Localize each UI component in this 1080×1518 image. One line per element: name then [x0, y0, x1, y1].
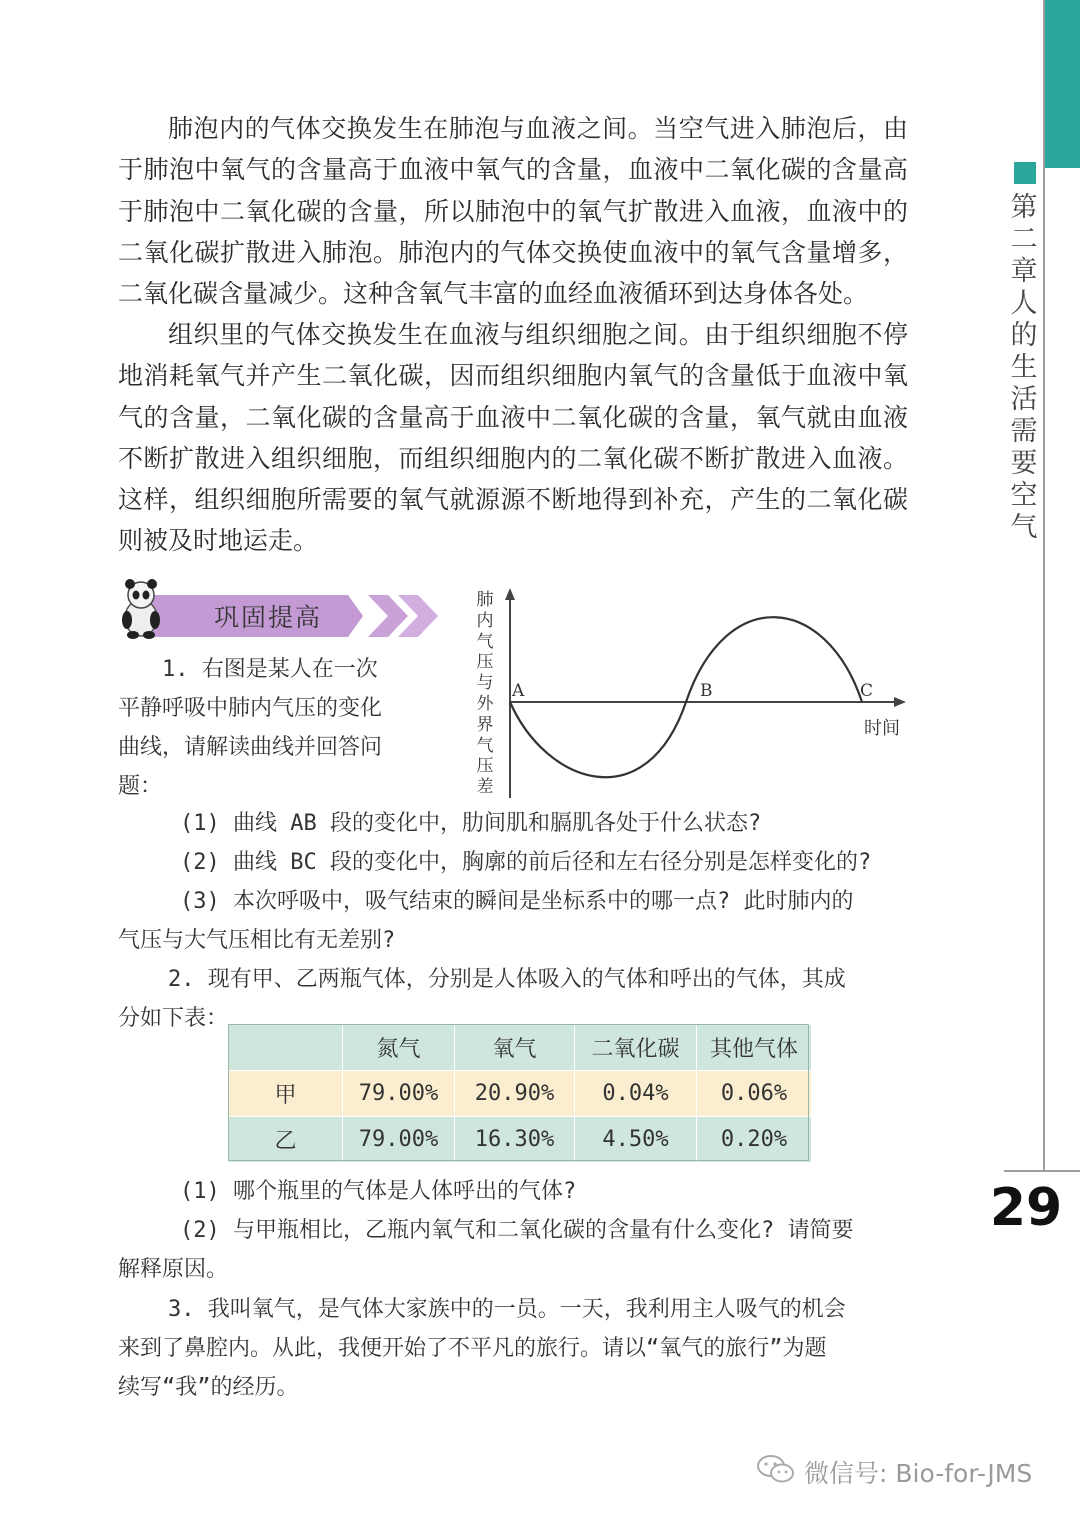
point-a-label: A	[512, 681, 525, 701]
question-1-line: 平静呼吸中肺内气压的变化	[118, 696, 383, 721]
wechat-icon	[756, 1452, 796, 1486]
question-1-sub-3-cont: 气压与大气压相比有无差别?	[118, 928, 396, 953]
paragraph-alveolar-exchange: 肺泡内的气体交换发生在肺泡与血液之间。当空气进入肺泡后，由于肺泡中氧气的含量高于血液中氧气的含量，血液中二氧化碳的含量高于肺泡中二氧化碳的含量，所以肺泡中的氧气扩散进入血液，血液中的二氧化碳扩散进入肺泡。肺泡内的气体交换使血液中的氧气含量增多，二氧化碳含量减少。这种含氧气丰富的血经血液循环到达身体各处。	[118, 114, 908, 309]
section-banner	[118, 578, 443, 644]
question-1-subquestions	[118, 804, 906, 960]
table-cell: 79.00%	[343, 1117, 455, 1163]
page-number: 29	[989, 1178, 1063, 1238]
question-3-line: 续写“我”的经历。	[118, 1375, 299, 1400]
question-2-sub-2: (2) 与甲瓶相比，乙瓶内氧气和二氧化碳的含量有什么变化? 请简要	[180, 1218, 854, 1243]
question-2-line: 分如下表：	[118, 1006, 229, 1031]
question-1-intro	[118, 650, 418, 806]
question-2-subquestions	[118, 1172, 906, 1289]
table-cell: 20.90%	[455, 1071, 575, 1117]
x-axis-arrow	[894, 697, 906, 707]
question-3-line: 3. 我叫氧气，是气体大家族中的一员。一天，我利用主人吸气的机会	[168, 1297, 846, 1322]
paragraph-tissue-exchange: 组织里的气体交换发生在血液与组织细胞之间。由于组织细胞不停地消耗氧气并产生二氧化碳，因而组织细胞内氧气的含量低于血液中氧气的含量，二氧化碳的含量高于血液中二氧化碳的含量，氧气就由血液不断扩散进入组织细胞，而组织细胞内的二氧化碳不断扩散进入血液。这样，组织细胞所需要的氧气就源源不断地得到补充，产生的二氧化碳则被及时地运走。	[118, 320, 908, 556]
watermark-text: 微信号: Bio-for-JMS	[804, 1459, 1033, 1488]
gas-composition-table	[228, 1024, 812, 1163]
graph-y-axis-label: 肺内气压与外界气压差	[476, 590, 494, 798]
question-2-sub-1: (1) 哪个瓶里的气体是人体呼出的气体?	[180, 1179, 577, 1204]
chapter-marker	[1014, 162, 1036, 184]
point-c-label: C	[860, 681, 874, 701]
question-1-sub-1: (1) 曲线 AB 段的变化中，肋间肌和膈肌各处于什么状态?	[180, 811, 762, 836]
table-header-cell	[229, 1025, 343, 1071]
chapter-title: 第二章人的生活需要空气	[1010, 192, 1038, 543]
question-1-line: 1. 右图是某人在一次	[162, 657, 378, 682]
question-1-line: 曲线，请解读曲线并回答问	[118, 735, 383, 760]
table-row	[229, 1071, 812, 1117]
table-cell: 0.04%	[575, 1071, 697, 1117]
table-cell: 0.06%	[697, 1071, 812, 1117]
chapter-tab	[1044, 0, 1080, 168]
question-1-line: 题：	[118, 774, 163, 799]
table-header-cell: 氮气	[343, 1025, 455, 1071]
table-header-row	[229, 1025, 812, 1071]
question-3-line: 来到了鼻腔内。从此，我便开始了不平凡的旅行。请以“氧气的旅行”为题	[118, 1336, 827, 1361]
pressure-curve-graph	[466, 584, 916, 806]
table-header-cell: 氧气	[455, 1025, 575, 1071]
table-cell: 4.50%	[575, 1117, 697, 1163]
panda-mascot-icon	[118, 578, 164, 640]
margin-rule	[1043, 0, 1045, 1170]
table-cell: 0.20%	[697, 1117, 812, 1163]
point-b-label: B	[700, 681, 713, 701]
question-3	[118, 1290, 906, 1407]
y-axis-arrow	[505, 588, 515, 600]
section-title: 巩固提高	[214, 603, 323, 632]
table-row	[229, 1117, 812, 1163]
pressure-curve	[510, 617, 862, 777]
question-2-line: 2. 现有甲、乙两瓶气体，分别是人体吸入的气体和呼出的气体，其成	[168, 967, 846, 992]
question-1-sub-2: (2) 曲线 BC 段的变化中，胸廓的前后径和左右径分别是怎样变化的?	[180, 850, 872, 875]
table-header-cell: 二氧化碳	[575, 1025, 697, 1071]
graph-x-axis-label: 时间	[864, 718, 900, 739]
page-number-rule	[1004, 1170, 1080, 1172]
table-cell: 79.00%	[343, 1071, 455, 1117]
table-cell: 乙	[229, 1117, 343, 1163]
table-cell: 16.30%	[455, 1117, 575, 1163]
question-2-sub-2-cont: 解释原因。	[118, 1257, 229, 1282]
question-1-sub-3: (3) 本次呼吸中，吸气结束的瞬间是坐标系中的哪一点? 此时肺内的	[180, 889, 854, 914]
table-header-cell: 其他气体	[697, 1025, 812, 1071]
table-cell: 甲	[229, 1071, 343, 1117]
